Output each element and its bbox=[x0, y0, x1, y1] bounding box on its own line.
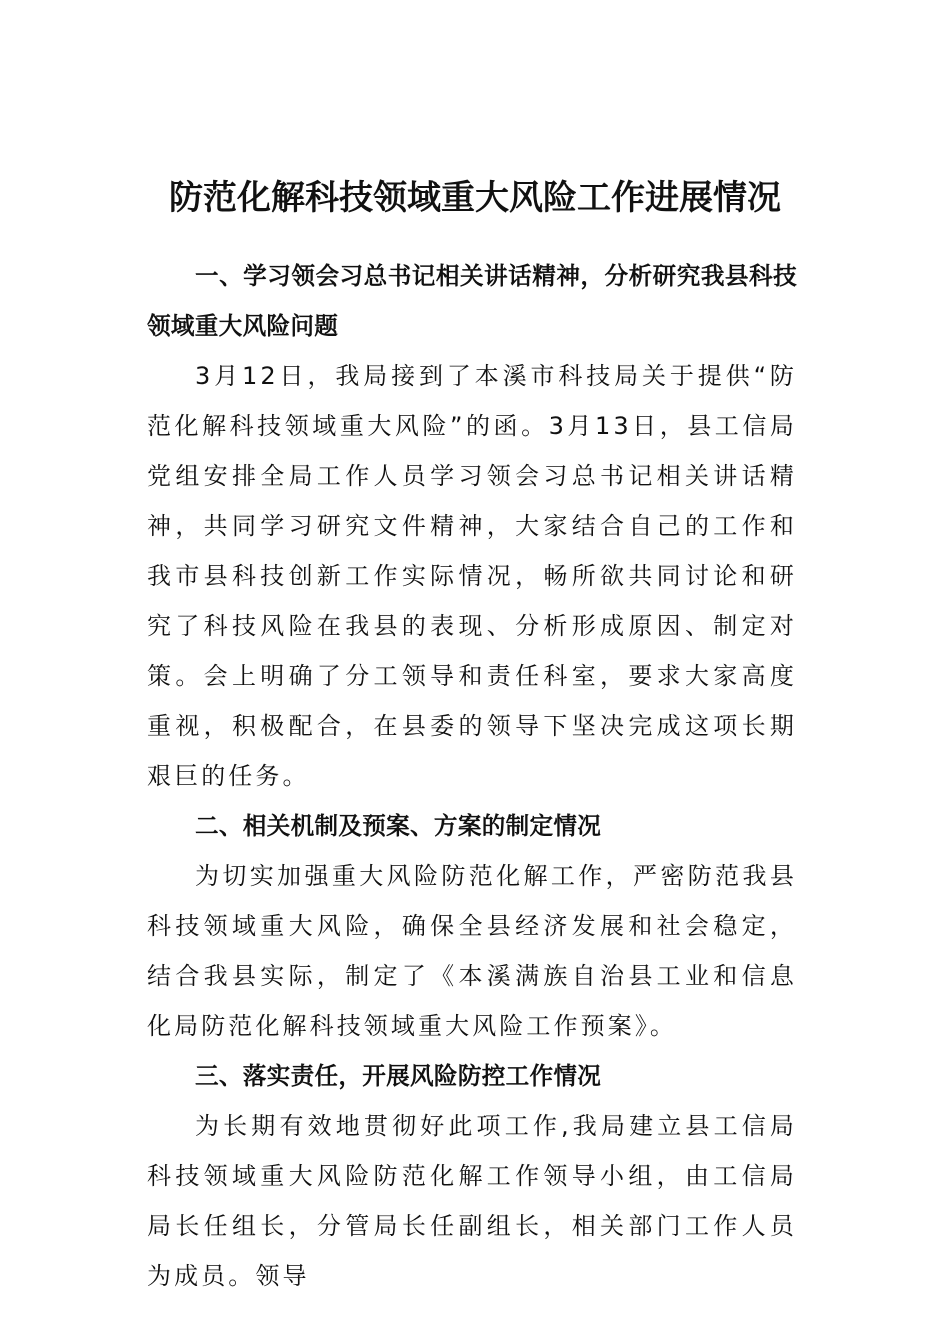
section-3-paragraph: 为长期有效地贯彻好此项工作,我局建立县工信局科技领域重大风险防范化解工作领导小组，由工信局局长任组长，分管局长任副组长，相关部门工作人员为成员。领导 bbox=[147, 1112, 797, 1290]
section-3-heading: 三、落实责任，开展风险防控工作情况 bbox=[195, 1062, 602, 1090]
document-title: 防范化解科技领域重大风险工作进展情况 bbox=[169, 178, 781, 218]
section-1-paragraph: 3月12日，我局接到了本溪市科技局关于提供“防范化解科技领域重大风险”的函。3月13日，县工信局党组安排全局工作人员学习领会习总书记相关讲话精神，共同学习研究文件精神，大家结合自己的工作和我市县科技创新工作实际情况，畅所欲共同讨论和研究了科技风险在我县的表现、分析形成原因、制定对策。会上明确了分工领导和责任科室，要求大家高度重视，积极配合，在县委的领导下坚决完成这项长期艰巨的任务。 bbox=[147, 362, 797, 790]
section-1-heading: 一、学习领会习总书记相关讲话精神，分析研究我县科技领域重大风险问题 bbox=[147, 262, 797, 340]
document-body bbox=[147, 251, 797, 1301]
section-2-paragraph: 为切实加强重大风险防范化解工作，严密防范我县科技领域重大风险，确保全县经济发展和社会稳定，结合我县实际，制定了《本溪满族自治县工业和信息化局防范化解科技领域重大风险工作预案》。 bbox=[147, 862, 797, 1040]
section-2-heading: 二、相关机制及预案、方案的制定情况 bbox=[195, 812, 602, 840]
